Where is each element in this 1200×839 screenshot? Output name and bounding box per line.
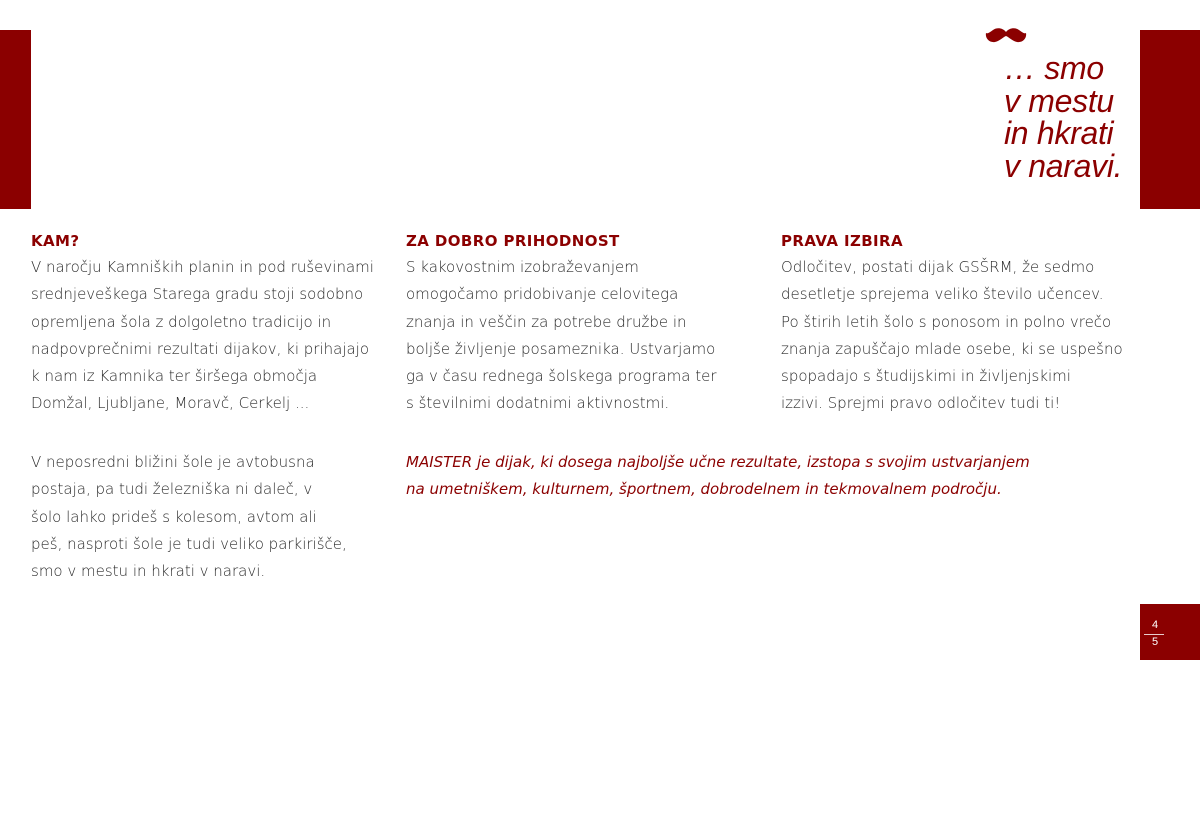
maister-quote: [406, 449, 1106, 504]
section-paragraph: [31, 254, 396, 418]
right-accent-bar: [1140, 30, 1200, 209]
paragraph-line: boljše življenje posameznika. Ustvarjamo: [406, 339, 716, 358]
quote-line: na umetniškem, kulturnem, športnem, dobrodelnem in tekmovalnem področju.: [406, 480, 1002, 499]
page-number-right: 5: [1151, 636, 1159, 648]
column-za-dobro-prihodnost: [406, 231, 766, 418]
tagline-line: v naravi.: [1004, 147, 1123, 184]
paragraph-line: k nam iz Kamnika ter širšega območja: [31, 367, 318, 386]
section-paragraph: [406, 254, 766, 418]
paragraph-line: peš, nasproti šole je tudi veliko parkirišče,: [31, 534, 347, 553]
paragraph-line: šolo lahko prideš s kolesom, avtom ali: [31, 507, 317, 526]
tagline-line: v mestu: [1004, 82, 1114, 119]
paragraph-line: Po štirih letih šolo s ponosom in polno vrečo: [781, 312, 1112, 331]
paragraph-line: postaja, pa tudi železniška ni daleč, v: [31, 480, 313, 499]
paragraph-line: spopadajo s študijskimi in življenjskimi: [781, 367, 1071, 386]
page-number-divider: [1144, 634, 1164, 635]
column-prava-izbira: [781, 231, 1141, 418]
paragraph-line: ga v času rednega šolskega programa ter: [406, 367, 717, 386]
section-paragraph: [781, 254, 1141, 418]
paragraph-line: V neposredni bližini šole je avtobusna: [31, 453, 315, 471]
paragraph-line: Odločitev, postati dijak GSŠRM, že sedmo: [781, 258, 1095, 276]
page-number-box: [1140, 604, 1200, 660]
mustache-icon: [985, 24, 1027, 46]
tagline: [1004, 52, 1138, 182]
quote-line: MAISTER je dijak, ki dosega najboljše učne rezultate, izstopa s svojim ustvarjanjem: [406, 453, 1030, 471]
tagline-line: … smo: [1004, 50, 1104, 86]
section-heading: ZA DOBRO PRIHODNOST: [406, 232, 620, 250]
left-accent-bar: [0, 30, 31, 209]
column-kam: [31, 231, 396, 418]
paragraph-line: nadpovprečnimi rezultati dijakov, ki prihajajo: [31, 339, 370, 358]
paragraph-line: Domžal, Ljubljane, Moravč, Cerkelj ...: [31, 394, 310, 413]
paragraph-line: s številnimi dodatnimi aktivnostmi.: [406, 394, 670, 413]
paragraph-line: izzivi. Sprejmi pravo odločitev tudi ti!: [781, 394, 1061, 413]
paragraph-line: srednjeveškega Starega gradu stoji sodobno: [31, 285, 364, 304]
paragraph-line: znanja in veščin za potrebe družbe in: [406, 312, 687, 331]
section-heading: PRAVA IZBIRA: [781, 232, 903, 250]
paragraph-line: S kakovostnim izobraževanjem: [406, 258, 639, 276]
paragraph-line: omogočamo pridobivanje celovitega: [406, 285, 679, 304]
paragraph-line: V naročju Kamniških planin in pod ruševinami: [31, 258, 374, 276]
paragraph-line: opremljena šola z dolgoletno tradicijo in: [31, 312, 332, 331]
page-number-left: 4: [1151, 619, 1159, 631]
paragraph-line: desetletje sprejema veliko število učencev.: [781, 285, 1104, 304]
paragraph-line: znanja zapuščajo mlade osebe, ki se uspešno: [781, 339, 1123, 358]
section-heading: KAM?: [31, 232, 80, 250]
paragraph-line: smo v mestu in hkrati v naravi.: [31, 562, 266, 581]
tagline-line: in hkrati: [1004, 115, 1114, 151]
transport-paragraph: [31, 449, 396, 585]
